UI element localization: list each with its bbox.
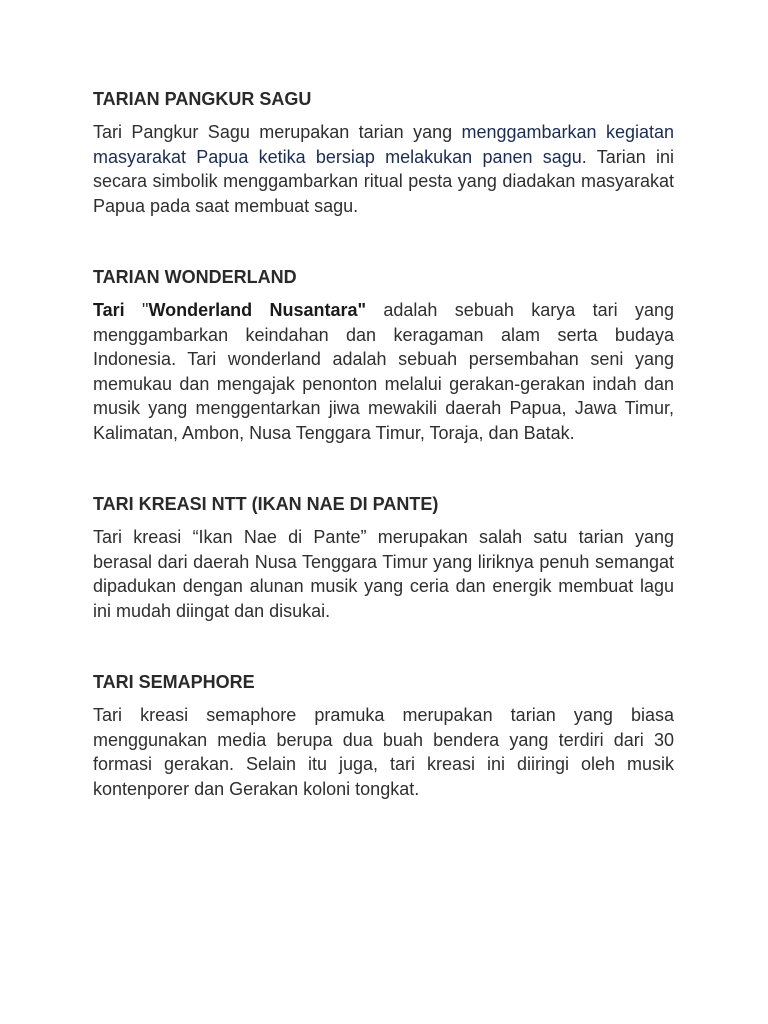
paragraph-text: adalah sebuah karya tari yang menggambarkan keindahan dan keragaman alam serta budaya Indonesia. Tari wonderland adalah sebuah persembahan seni yang memukau dan mengajak penonton melalui gerakan-gerakan indah dan musik yang menggentarkan jiwa mewakili daerah Papua, Jawa Timur, Kalimatan, Ambon, Nusa Tenggara Timur, Toraja, dan Batak. bbox=[93, 300, 674, 443]
highlighted-text: menggambarkan kegiatan masyarakat Papua ketika bersiap melakukan panen sagu bbox=[93, 122, 674, 167]
bold-text: Wonderland Nusantara" bbox=[148, 300, 367, 320]
section-semaphore bbox=[93, 669, 674, 801]
section-paragraph: Tari kreasi semaphore pramuka merupakan tarian yang biasa menggunakan media berupa dua buah bendera yang terdiri dari 30 formasi gerakan. Selain itu juga, tari kreasi ini diiringi oleh musik kontenporer dan Gerakan koloni tongkat. bbox=[93, 705, 674, 799]
section-heading: TARI KREASI NTT (IKAN NAE DI PANTE) bbox=[93, 494, 439, 514]
section-paragraph: Tari kreasi “Ikan Nae di Pante” merupakan salah satu tarian yang berasal dari daerah Nusa Tenggara Timur yang liriknya penuh semangat dipadukan dengan alunan musik yang ceria dan energik membuat lagu ini mudah diingat dan disukai. bbox=[93, 527, 674, 621]
section-heading: TARI SEMAPHORE bbox=[93, 672, 255, 692]
section-ikan-nae bbox=[93, 491, 674, 623]
section-pangkur-sagu bbox=[93, 86, 674, 218]
section-heading: TARIAN WONDERLAND bbox=[93, 267, 297, 287]
bold-text: Tari bbox=[93, 300, 125, 320]
section-wonderland bbox=[93, 264, 674, 445]
paragraph-text: . Tarian ini secara simbolik menggambarkan ritual pesta yang diadakan masyarakat Papua pada saat membuat sagu. bbox=[93, 146, 674, 216]
document-page bbox=[93, 86, 674, 847]
section-paragraph bbox=[93, 298, 674, 445]
paragraph-text: Tari Pangkur Sagu merupakan tarian yang bbox=[93, 122, 462, 142]
section-heading: TARIAN PANGKUR SAGU bbox=[93, 89, 312, 109]
section-paragraph bbox=[93, 120, 674, 218]
paragraph-text: " bbox=[124, 300, 149, 320]
